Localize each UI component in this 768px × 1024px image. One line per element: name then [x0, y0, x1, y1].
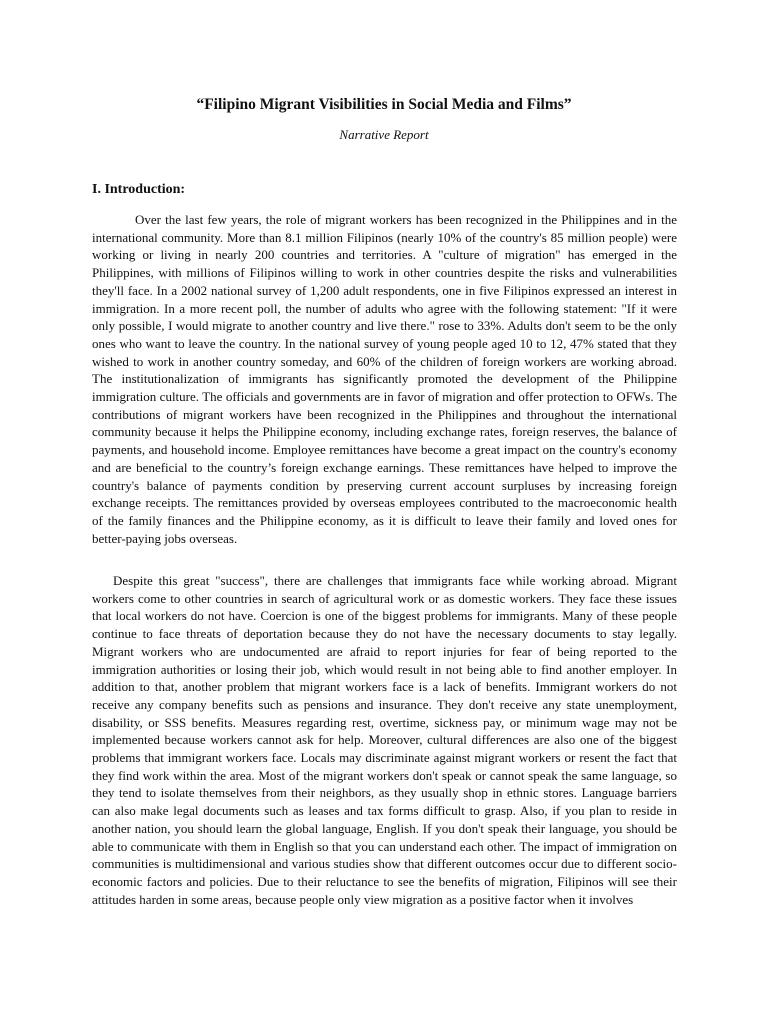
- section-heading: I. Introduction:: [92, 182, 186, 197]
- paragraph-challenges: Despite this great "success", there are challenges that immigrants face while working abroad. Migrant workers come to other countries in search of agricultural work or as domestic workers. They face these issues that local workers do not have. Coercion is one of the biggest problems for immigrants. Many of these people continue to face threats of deportation because they do not have the necessary documents to stay legally. Migrant workers who are undocumented are afraid to report injuries for fear of being reported to the immigration authorities or losing their job, which would result in not being able to find another employer. In addition to that, another problem that migrant workers face is a lack of benefits. Immigrant workers do not receive any company benefits such as pensions and insurance. They don't receive any state unemployment, disability, or SSS benefits. Measures regarding rest, overtime, sickness pay, or minimum wage may not be implemented because workers cannot ask for help. Moreover, cultural differences are also one of the biggest problems that immigrant workers face. Locals may discriminate against migrant workers or resent the fact that they find work within the area. Most of the migrant workers don't speak or cannot speak the same language, so they tend to isolate themselves from their neighbors, as they usually shop in ethnic stores. Language barriers can also make legal documents such as leases and tax forms difficult to grasp. Also, if you plan to reside in another nation, you should learn the global language, English. If you don't speak their language, you should be able to communicate with them in English so that you can understand each other. The impact of immigration on communities is multidimensional and various studies show that different outcomes occur due to different socio-economic factors and policies. Due to their reluctance to see the benefits of migration, Filipinos will see their attitudes harden in some areas, because people only view migration as a positive factor when it involves: [92, 573, 677, 907]
- document-title: “Filipino Migrant Visibilities in Social Media and Films”: [196, 96, 572, 113]
- document-subtitle: Narrative Report: [339, 127, 429, 142]
- paragraph-intro: Over the last few years, the role of migrant workers has been recognized in the Philippines and in the international community. More than 8.1 million Filipinos (nearly 10% of the country's 85 million people) were working or living in nearly 200 countries and territories. A "culture of migration" has emerged in the Philippines, with millions of Filipinos willing to work in other countries despite the risks and vulnerabilities they'll face. In a 2002 national survey of 1,200 adult respondents, one in five Filipinos expressed an interest in immigration. In a more recent poll, the number of adults who agree with the following statement: "If it were only possible, I would migrate to another country and live there." rose to 33%. Adults don't seem to be the only ones who want to leave the country. In the national survey of young people aged 10 to 12, 47% stated that they wished to work in another country someday, and 60% of the children of foreign workers are working abroad. The institutionalization of immigrants has significantly promoted the development of the Philippine immigration culture. The officials and governments are in favor of migration and offer protection to OFWs. The contributions of migrant workers have been recognized in the Philippines and throughout the international community because it helps the Philippine economy, including exchange rates, foreign reserves, the balance of payments, and household income. Employee remittances have become a great impact on the country's economy and are beneficial to the country’s foreign exchange earnings. These remittances have helped to improve the country's balance of payments condition by preserving current account surpluses by increasing foreign exchange receipts. The remittances provided by overseas employees contributed to the macroeconomic health of the family finances and the Philippine economy, as it is difficult to leave their family and loved ones for better-paying jobs overseas.: [92, 212, 677, 546]
